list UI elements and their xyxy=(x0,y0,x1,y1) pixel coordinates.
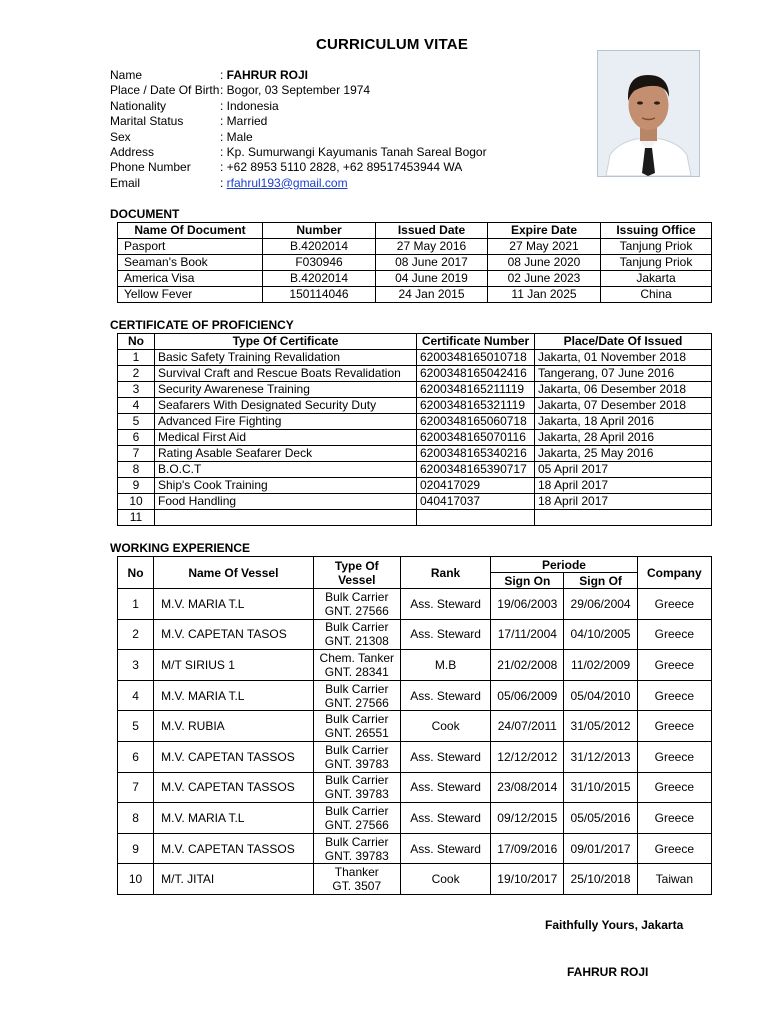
table-cell: 05/06/2009 xyxy=(491,680,564,711)
personal-value: Married xyxy=(226,114,268,129)
table-cell: 2 xyxy=(118,619,154,650)
profile-photo xyxy=(597,50,700,177)
personal-value: Indonesia xyxy=(226,98,279,113)
page-title: CURRICULUM VITAE xyxy=(315,36,469,53)
table-cell: 10 xyxy=(118,864,154,895)
personal-row: Address : Kp. Sumurwangi Kayumanis Tanah Sareal Bogor xyxy=(110,144,487,159)
vessel-type-cell xyxy=(313,864,400,895)
table-row xyxy=(118,255,712,271)
table-cell: 6200348165060718 xyxy=(417,414,535,430)
table-row xyxy=(118,741,712,772)
table-cell: Greece xyxy=(637,833,711,864)
table-cell: 31/10/2015 xyxy=(564,772,637,803)
table-cell: Greece xyxy=(637,589,711,620)
certificate-heading: CERTIFICATE OF PROFICIENCY xyxy=(110,318,294,332)
experience-header-no: No xyxy=(118,557,154,589)
personal-value: Male xyxy=(226,129,253,144)
experience-header-vessel: Name Of Vessel xyxy=(154,557,314,589)
table-cell: China xyxy=(601,287,712,303)
table-row xyxy=(118,287,712,303)
experience-table xyxy=(117,556,712,895)
document-header-number: Number xyxy=(263,223,376,239)
table-cell: 21/02/2008 xyxy=(491,650,564,681)
table-cell: 9 xyxy=(118,478,155,494)
table-cell: F030946 xyxy=(263,255,376,271)
vessel-tonnage: GNT. 28341 xyxy=(324,664,389,679)
vessel-tonnage: GNT. 21308 xyxy=(324,634,389,649)
personal-value: Bogor, 03 September 1974 xyxy=(226,83,371,98)
table-cell: Survival Craft and Rescue Boats Revalidation xyxy=(155,366,417,382)
table-cell: Greece xyxy=(637,803,711,834)
table-cell: 6200348165340216 xyxy=(417,446,535,462)
vessel-type: Bulk Carrier xyxy=(325,803,389,818)
table-cell xyxy=(155,510,417,526)
table-cell: 020417029 xyxy=(417,478,535,494)
table-cell: M/T. JITAI xyxy=(154,864,314,895)
table-row xyxy=(118,414,712,430)
table-cell: 08 June 2020 xyxy=(488,255,601,271)
table-cell: 17/09/2016 xyxy=(491,833,564,864)
vessel-tonnage: GNT. 27566 xyxy=(324,695,389,710)
table-cell: Ass. Steward xyxy=(400,772,490,803)
table-cell: 19/10/2017 xyxy=(491,864,564,895)
experience-header-periode: Periode xyxy=(491,557,637,573)
table-cell: 09/01/2017 xyxy=(564,833,637,864)
personal-row: Phone Number : +62 8953 5110 2828, +62 89517453944 WA xyxy=(110,160,463,175)
experience-header-row-1 xyxy=(118,557,712,573)
table-cell: 11/02/2009 xyxy=(564,650,637,681)
table-row xyxy=(118,772,712,803)
vessel-tonnage: GNT. 39783 xyxy=(324,756,389,771)
table-cell: Ass. Steward xyxy=(400,589,490,620)
document-header-office: Issuing Office xyxy=(601,223,712,239)
table-cell: 11 Jan 2025 xyxy=(488,287,601,303)
table-cell: Jakarta, 25 May 2016 xyxy=(535,446,712,462)
table-cell: Jakarta xyxy=(601,271,712,287)
table-cell: 27 May 2021 xyxy=(488,239,601,255)
table-row xyxy=(118,398,712,414)
table-row xyxy=(118,510,712,526)
table-cell: 25/10/2018 xyxy=(564,864,637,895)
personal-row: Sex : Male xyxy=(110,129,253,144)
table-cell: B.4202014 xyxy=(263,271,376,287)
table-cell: Ass. Steward xyxy=(400,619,490,650)
table-cell: 24 Jan 2015 xyxy=(376,287,488,303)
table-cell: Rating Asable Seafarer Deck xyxy=(155,446,417,462)
table-row xyxy=(118,494,712,510)
experience-header-type-line2: Vessel xyxy=(338,572,376,587)
table-cell: 11 xyxy=(118,510,155,526)
table-cell: Tanjung Priok xyxy=(601,239,712,255)
table-row xyxy=(118,803,712,834)
vessel-type: Bulk Carrier xyxy=(325,834,389,849)
email-link[interactable]: rfahrul193@gmail.com xyxy=(226,175,348,190)
document-header-issued: Issued Date xyxy=(376,223,488,239)
table-cell: Advanced Fire Fighting xyxy=(155,414,417,430)
table-cell: Basic Safety Training Revalidation xyxy=(155,350,417,366)
table-row xyxy=(118,680,712,711)
table-cell: 1 xyxy=(118,350,155,366)
table-cell: M.V. MARIA T.L xyxy=(154,589,314,620)
table-cell: Tangerang, 07 June 2016 xyxy=(535,366,712,382)
table-cell: Jakarta, 06 Desember 2018 xyxy=(535,382,712,398)
table-cell: 6200348165042416 xyxy=(417,366,535,382)
table-cell: M.V. CAPETAN TASOS xyxy=(154,619,314,650)
table-cell: B.O.C.T xyxy=(155,462,417,478)
vessel-type-cell xyxy=(313,711,400,742)
person-portrait-icon xyxy=(598,51,699,176)
certificate-header-no: No xyxy=(118,334,155,350)
table-cell: Ass. Steward xyxy=(400,833,490,864)
table-row xyxy=(118,589,712,620)
experience-heading: WORKING EXPERIENCE xyxy=(110,541,251,555)
table-cell: 6200348165321119 xyxy=(417,398,535,414)
table-cell: 2 xyxy=(118,366,155,382)
vessel-type: Bulk Carrier xyxy=(325,712,389,727)
vessel-type: Thanker xyxy=(334,865,379,880)
table-cell: 6200348165070116 xyxy=(417,430,535,446)
table-cell: Ship's Cook Training xyxy=(155,478,417,494)
personal-row: Name : FAHRUR ROJI xyxy=(110,68,309,82)
table-cell: 31/05/2012 xyxy=(564,711,637,742)
table-row xyxy=(118,271,712,287)
personal-row: Nationality : Indonesia xyxy=(110,98,279,113)
personal-value: +62 8953 5110 2828, +62 89517453944 WA xyxy=(226,160,463,175)
personal-name-value: FAHRUR ROJI xyxy=(226,68,309,82)
table-cell: 08 June 2017 xyxy=(376,255,488,271)
table-cell: 18 April 2017 xyxy=(535,478,712,494)
table-row xyxy=(118,711,712,742)
table-cell: 04/10/2005 xyxy=(564,619,637,650)
personal-label: Place / Date Of Birth xyxy=(110,83,220,98)
table-cell: 27 May 2016 xyxy=(376,239,488,255)
personal-row: Marital Status : Married xyxy=(110,114,268,129)
vessel-type: Bulk Carrier xyxy=(325,773,389,788)
vessel-tonnage: GNT. 26551 xyxy=(324,726,389,741)
certificate-header-place: Place/Date Of Issued xyxy=(535,334,712,350)
table-cell: Cook xyxy=(400,711,490,742)
table-cell: Jakarta, 18 April 2016 xyxy=(535,414,712,430)
table-cell: 18 April 2017 xyxy=(535,494,712,510)
table-cell: 8 xyxy=(118,462,155,478)
experience-header-rank: Rank xyxy=(400,557,490,589)
table-cell: 12/12/2012 xyxy=(491,741,564,772)
table-cell: 05/04/2010 xyxy=(564,680,637,711)
certificate-header-number: Certificate Number xyxy=(417,334,535,350)
vessel-type-cell xyxy=(313,589,400,620)
table-cell: M.V. CAPETAN TASSOS xyxy=(154,833,314,864)
personal-label: Email xyxy=(110,175,141,190)
table-cell: Seaman's Book xyxy=(118,255,263,271)
table-cell: 09/12/2015 xyxy=(491,803,564,834)
experience-header-sign-on: Sign On xyxy=(491,573,564,589)
vessel-tonnage: GNT. 27566 xyxy=(324,603,389,618)
vessel-type: Bulk Carrier xyxy=(325,620,389,635)
table-cell: 3 xyxy=(118,650,154,681)
table-cell: 19/06/2003 xyxy=(491,589,564,620)
vessel-type-cell xyxy=(313,833,400,864)
vessel-type: Bulk Carrier xyxy=(325,681,389,696)
table-cell: M.V. MARIA T.L xyxy=(154,680,314,711)
table-cell xyxy=(417,510,535,526)
table-cell: M/T SIRIUS 1 xyxy=(154,650,314,681)
table-cell: Greece xyxy=(637,711,711,742)
table-cell: 05 April 2017 xyxy=(535,462,712,478)
table-cell: 6200348165211119 xyxy=(417,382,535,398)
table-row xyxy=(118,478,712,494)
vessel-type-cell xyxy=(313,680,400,711)
vessel-type-cell xyxy=(313,619,400,650)
table-cell: M.V. CAPETAN TASSOS xyxy=(154,741,314,772)
table-cell: M.V. RUBIA xyxy=(154,711,314,742)
table-cell: Cook xyxy=(400,864,490,895)
experience-header-type xyxy=(313,557,400,589)
document-header-expire: Expire Date xyxy=(488,223,601,239)
certificate-header-type: Type Of Certificate xyxy=(155,334,417,350)
table-row xyxy=(118,446,712,462)
table-cell: Jakarta, 07 Desember 2018 xyxy=(535,398,712,414)
table-cell: 150114046 xyxy=(263,287,376,303)
table-cell: 02 June 2023 xyxy=(488,271,601,287)
document-header-row xyxy=(118,223,712,239)
table-cell: 5 xyxy=(118,414,155,430)
vessel-type-cell xyxy=(313,741,400,772)
table-row xyxy=(118,382,712,398)
personal-label: Address xyxy=(110,144,155,159)
table-cell: Ass. Steward xyxy=(400,680,490,711)
table-cell: 8 xyxy=(118,803,154,834)
experience-header-company: Company xyxy=(637,557,711,589)
table-cell: Jakarta, 28 April 2016 xyxy=(535,430,712,446)
table-cell: 6200348165010718 xyxy=(417,350,535,366)
table-cell: Greece xyxy=(637,741,711,772)
table-row xyxy=(118,430,712,446)
table-cell: 5 xyxy=(118,711,154,742)
personal-row: Email : rfahrul193@gmail.com xyxy=(110,175,348,190)
personal-label: Name xyxy=(110,68,143,82)
table-cell: Greece xyxy=(637,619,711,650)
table-cell: 6 xyxy=(118,741,154,772)
personal-info xyxy=(110,68,487,191)
table-cell: M.V. CAPETAN TASSOS xyxy=(154,772,314,803)
table-cell: Tanjung Priok xyxy=(601,255,712,271)
table-cell xyxy=(535,510,712,526)
table-cell: 1 xyxy=(118,589,154,620)
vessel-type: Bulk Carrier xyxy=(325,742,389,757)
table-cell: 04 June 2019 xyxy=(376,271,488,287)
certificate-header-row xyxy=(118,334,712,350)
vessel-type-cell xyxy=(313,650,400,681)
table-cell: 4 xyxy=(118,680,154,711)
table-cell: Security Awarenese Training xyxy=(155,382,417,398)
table-row xyxy=(118,239,712,255)
certificate-table xyxy=(117,333,712,526)
table-cell: Seafarers With Designated Security Duty xyxy=(155,398,417,414)
document-heading: DOCUMENT xyxy=(110,207,180,221)
table-cell: Ass. Steward xyxy=(400,741,490,772)
personal-label: Marital Status xyxy=(110,114,184,129)
vessel-type-cell xyxy=(313,803,400,834)
table-cell: 9 xyxy=(118,833,154,864)
personal-row: Place / Date Of Birth: Bogor, 03 September 1974 xyxy=(110,83,371,98)
closing-place: Faithfully Yours, Jakarta xyxy=(545,918,684,932)
table-cell: 10 xyxy=(118,494,155,510)
vessel-tonnage: GNT. 27566 xyxy=(324,817,389,832)
personal-label: Sex xyxy=(110,129,131,144)
table-row xyxy=(118,462,712,478)
table-cell: Medical First Aid xyxy=(155,430,417,446)
table-cell: Ass. Steward xyxy=(400,803,490,834)
table-cell: Pasport xyxy=(118,239,263,255)
table-cell: M.B xyxy=(400,650,490,681)
table-cell: Greece xyxy=(637,772,711,803)
table-cell: Jakarta, 01 November 2018 xyxy=(535,350,712,366)
table-cell: 24/07/2011 xyxy=(491,711,564,742)
table-cell: Yellow Fever xyxy=(118,287,263,303)
experience-header-type-line1: Type Of xyxy=(334,558,379,573)
table-row xyxy=(118,619,712,650)
table-cell: 7 xyxy=(118,772,154,803)
table-cell: 05/05/2016 xyxy=(564,803,637,834)
table-cell: 4 xyxy=(118,398,155,414)
table-row xyxy=(118,350,712,366)
table-cell: 23/08/2014 xyxy=(491,772,564,803)
table-cell: 6 xyxy=(118,430,155,446)
vessel-tonnage: GNT. 39783 xyxy=(324,787,389,802)
table-row xyxy=(118,864,712,895)
table-cell: Taiwan xyxy=(637,864,711,895)
table-cell: Food Handling xyxy=(155,494,417,510)
vessel-tonnage: GNT. 39783 xyxy=(324,848,389,863)
document-header-name: Name Of Document xyxy=(118,223,263,239)
vessel-tonnage: GT. 3507 xyxy=(332,879,382,894)
table-cell: 040417037 xyxy=(417,494,535,510)
table-cell: Greece xyxy=(637,650,711,681)
table-cell: 7 xyxy=(118,446,155,462)
table-cell: Greece xyxy=(637,680,711,711)
document-table xyxy=(117,222,712,303)
vessel-type-cell xyxy=(313,772,400,803)
table-cell: 31/12/2013 xyxy=(564,741,637,772)
personal-label: Nationality xyxy=(110,98,167,113)
closing-name: FAHRUR ROJI xyxy=(567,965,649,979)
experience-header-sign-off: Sign Of xyxy=(564,573,637,589)
table-row xyxy=(118,366,712,382)
table-cell: America Visa xyxy=(118,271,263,287)
vessel-type: Chem. Tanker xyxy=(319,650,395,665)
vessel-type: Bulk Carrier xyxy=(325,589,389,604)
table-cell: B.4202014 xyxy=(263,239,376,255)
personal-label: Phone Number xyxy=(110,160,191,175)
table-cell: M.V. MARIA T.L xyxy=(154,803,314,834)
personal-value: Kp. Sumurwangi Kayumanis Tanah Sareal Bogor xyxy=(226,144,487,159)
table-cell: 29/06/2004 xyxy=(564,589,637,620)
table-cell: 3 xyxy=(118,382,155,398)
table-row xyxy=(118,650,712,681)
table-row xyxy=(118,833,712,864)
table-cell: 6200348165390717 xyxy=(417,462,535,478)
table-cell: 17/11/2004 xyxy=(491,619,564,650)
